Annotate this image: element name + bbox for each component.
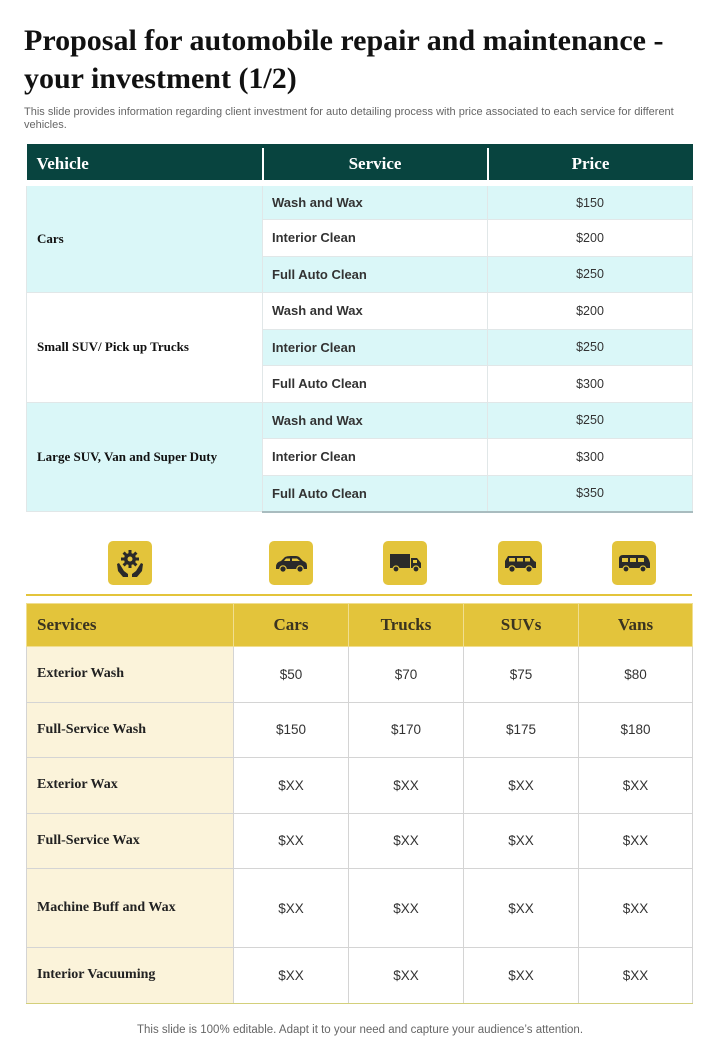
gear-hands-icon	[108, 541, 152, 585]
price-cell: $XX	[349, 948, 464, 1004]
service-name-cell: Exterior Wash	[27, 647, 234, 703]
price-cell: $XX	[234, 869, 349, 948]
vehicle-price-table	[26, 144, 693, 513]
price-cell: $300	[488, 439, 693, 476]
price-cell: $70	[349, 647, 464, 703]
service-cell: Wash and Wax	[263, 402, 488, 439]
price-cell: $XX	[579, 869, 693, 948]
vehicle-cell: Large SUV, Van and Super Duty	[27, 402, 263, 512]
price-cell: $XX	[464, 948, 579, 1004]
service-cell: Interior Clean	[263, 220, 488, 257]
header-trucks: Trucks	[349, 604, 464, 647]
table-row	[27, 647, 693, 703]
header-service: Service	[263, 146, 488, 183]
price-cell: $150	[234, 702, 349, 758]
service-name-cell: Full-Service Wash	[27, 702, 234, 758]
table-row	[27, 813, 693, 869]
table-header-row	[27, 146, 693, 183]
price-cell: $XX	[579, 758, 693, 814]
price-cell: $150	[488, 183, 693, 220]
price-cell: $250	[488, 329, 693, 366]
page-subtitle: This slide provides information regarding client investment for auto detailing process with price associated to each service for different vehicles.	[24, 106, 674, 131]
price-cell: $170	[349, 702, 464, 758]
price-cell: $XX	[464, 758, 579, 814]
services-price-table	[26, 603, 693, 1004]
price-cell: $XX	[234, 948, 349, 1004]
price-cell: $180	[579, 702, 693, 758]
van-icon	[612, 541, 656, 585]
price-cell: $250	[488, 402, 693, 439]
header-price: Price	[488, 146, 693, 183]
price-cell: $XX	[349, 869, 464, 948]
header-vehicle: Vehicle	[27, 146, 263, 183]
service-name-cell: Interior Vacuuming	[27, 948, 234, 1004]
header-vans: Vans	[579, 604, 693, 647]
table-row	[27, 758, 693, 814]
car-icon	[269, 541, 313, 585]
service-cell: Interior Clean	[263, 329, 488, 366]
price-cell: $XX	[464, 813, 579, 869]
vehicle-cell: Cars	[27, 183, 263, 293]
service-cell: Full Auto Clean	[263, 475, 488, 512]
price-cell: $XX	[464, 869, 579, 948]
service-name-cell: Exterior Wax	[27, 758, 234, 814]
table-row	[27, 183, 693, 220]
price-cell: $80	[579, 647, 693, 703]
table-row	[27, 869, 693, 948]
service-cell: Interior Clean	[263, 439, 488, 476]
price-cell: $XX	[234, 758, 349, 814]
service-name-cell: Full-Service Wax	[27, 813, 234, 869]
price-cell: $XX	[579, 813, 693, 869]
table-row	[27, 402, 693, 439]
table-row	[27, 293, 693, 330]
suv-icon	[498, 541, 542, 585]
page-title: Proposal for automobile repair and maintenance - your investment (1/2)	[24, 24, 664, 95]
divider	[26, 594, 692, 596]
service-cell: Wash and Wax	[263, 293, 488, 330]
price-cell: $50	[234, 647, 349, 703]
price-cell: $XX	[349, 813, 464, 869]
price-cell: $XX	[579, 948, 693, 1004]
table-header-row	[27, 604, 693, 647]
price-cell: $XX	[234, 813, 349, 869]
truck-icon	[383, 541, 427, 585]
service-name-cell: Machine Buff and Wax	[27, 869, 234, 948]
vehicle-cell: Small SUV/ Pick up Trucks	[27, 293, 263, 403]
service-cell: Full Auto Clean	[263, 366, 488, 403]
price-cell: $75	[464, 647, 579, 703]
price-cell: $200	[488, 220, 693, 257]
table-row	[27, 702, 693, 758]
header-suvs: SUVs	[464, 604, 579, 647]
header-cars: Cars	[234, 604, 349, 647]
header-services: Services	[27, 604, 234, 647]
service-cell: Wash and Wax	[263, 183, 488, 220]
footer-note: This slide is 100% editable. Adapt it to your need and capture your audience’s attention.	[136, 1024, 584, 1036]
price-cell: $300	[488, 366, 693, 403]
price-cell: $200	[488, 293, 693, 330]
price-cell: $XX	[349, 758, 464, 814]
price-cell: $175	[464, 702, 579, 758]
service-cell: Full Auto Clean	[263, 256, 488, 293]
price-cell: $250	[488, 256, 693, 293]
price-cell: $350	[488, 475, 693, 512]
table-row	[27, 948, 693, 1004]
